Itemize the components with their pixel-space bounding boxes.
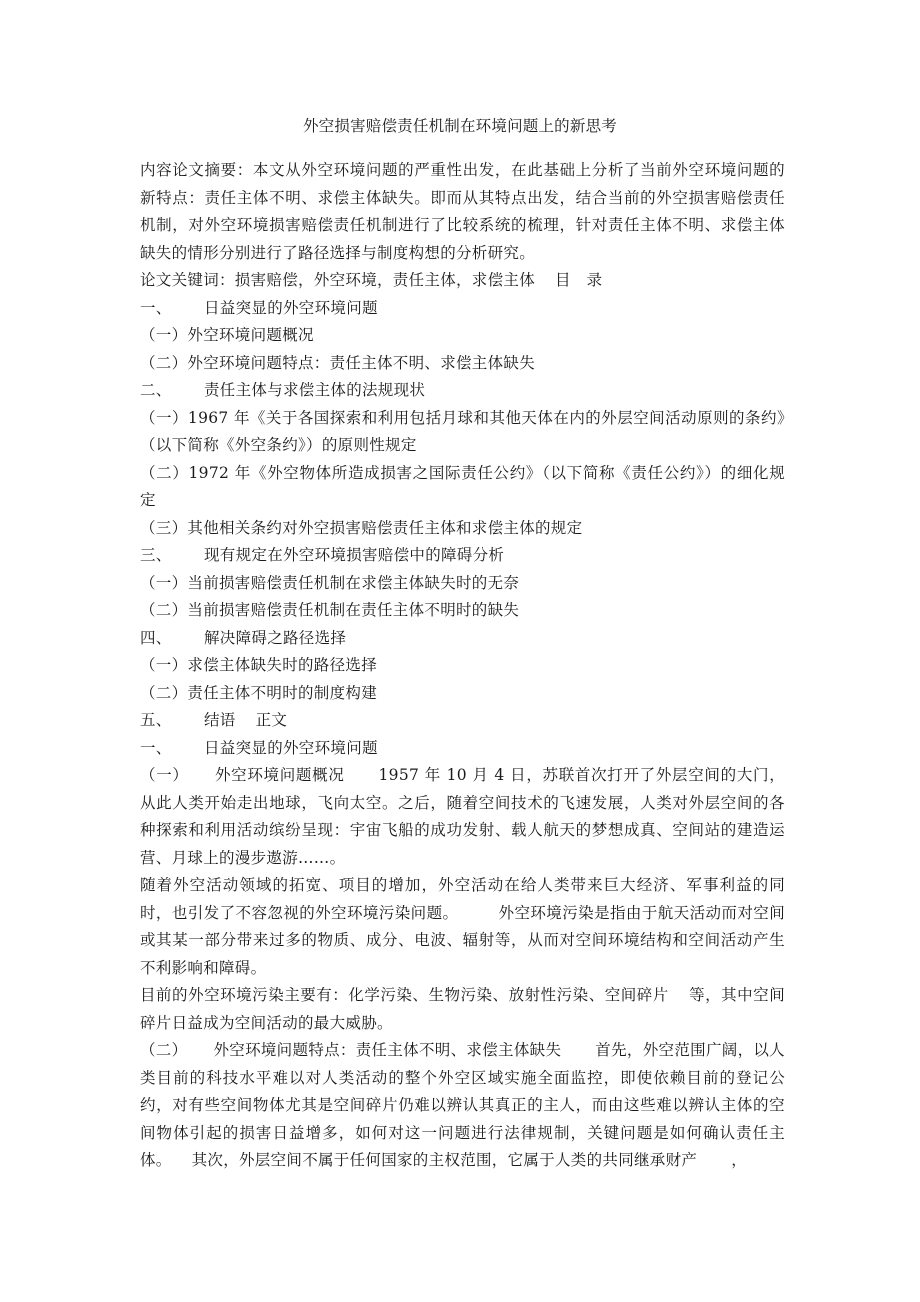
toc-number: 二、: [140, 381, 172, 399]
toc-number: 四、: [140, 628, 172, 647]
toc-label: 目 录: [555, 271, 603, 289]
toc-number: 五、: [140, 711, 172, 729]
subsection-label: （二）: [140, 1041, 188, 1059]
subsection-text: 首先，外空范围广阔，以人类目前的科技水平难以对人类活动的整个外空区域实施全面监控，即使依赖目前的登记公约，对有些空间物体尤其是空间碎片仍难以辨认其真正的主人，而由这些难以辨认主体的空间物体引起的损害日益增多，如何对这一问题进行法律规制，关键问题是如何确认责任主体。: [140, 1041, 785, 1169]
toc-section-3: [140, 542, 785, 570]
body-label: 正文: [255, 711, 288, 729]
toc-item: （一）外空环境问题概况: [140, 326, 314, 344]
toc-item: （二）外空环境问题特点：责任主体不明、求偿主体缺失: [140, 353, 536, 372]
toc-title: 结语: [204, 711, 236, 729]
toc-title: 现有规定在外空环境损害赔偿中的障碍分析: [204, 546, 505, 564]
pollution-paragraph: [140, 872, 785, 982]
toc-item: （一）求偿主体缺失时的路径选择: [140, 656, 378, 674]
toc-title: 解决障碍之路径选择: [204, 628, 347, 647]
subsection-label: （一）: [140, 766, 189, 784]
paragraph-text: 目前的外空环境污染主要有：化学污染、生物污染、放射性污染、空间碎片: [140, 986, 669, 1004]
toc-section-2: [140, 377, 785, 405]
toc-title: 责任主体与求偿主体的法规现状: [204, 381, 426, 399]
toc-section-1: [140, 295, 785, 323]
toc-section-5: [140, 707, 785, 735]
toc-section-4: [140, 625, 785, 653]
toc-number: 一、: [140, 298, 172, 317]
toc-item: （一）当前损害赔偿责任机制在求偿主体缺失时的无奈: [140, 573, 520, 592]
document-body: [140, 157, 785, 1175]
subsection-text: 1957 年 10 月 4 日，苏联首次打开了外层空间的大门，从此人类开始走出地球，飞向太空。之后，随着空间技术的飞速发展，人类对外层空间的各种探索和利用活动缤纷呈现：宇宙飞船的成功发射、载人航天的梦想成真、空间站的建造运营、月球上的漫步遨游……。: [140, 766, 785, 867]
subsection-1-paragraph: [140, 762, 785, 872]
subsection-2-paragraph: [140, 1037, 785, 1175]
section-title: 日益突显的外空环境问题: [204, 738, 378, 757]
trailing-mark: ，: [731, 1151, 748, 1169]
pollution-types-paragraph: [140, 982, 785, 1037]
toc-title: 日益突显的外空环境问题: [204, 298, 378, 317]
section-heading-1: [140, 735, 785, 763]
toc-item: （二）1972 年《外空物体所造成损害之国际责任公约》（以下简称《责任公约》）的细化规定: [140, 463, 785, 509]
toc-number: 三、: [140, 546, 172, 564]
abstract-paragraph: 内容论文摘要：本文从外空环境问题的严重性出发，在此基础上分析了当前外空环境问题的新特点：责任主体不明、求偿主体缺失。即而从其特点出发，结合当前的外空损害赔偿责任机制，对外空环境损害赔偿责任机制进行了比较系统的梳理，针对责任主体不明、求偿主体缺失的情形分别进行了路径选择与制度构想的分析研究。: [140, 161, 785, 262]
keywords-line: [140, 267, 785, 295]
subsection-title: 外空环境问题特点：责任主体不明、求偿主体缺失: [213, 1041, 562, 1059]
paragraph-text: 随着外空活动领域的拓宽、项目的增加，外空活动在给人类带来巨大经济、军事利益的同时，也引发了不容忽视的外空环境污染问题。: [140, 876, 785, 922]
paragraph-text: 等，其中空间碎片日益成为空间活动的最大威胁。: [140, 986, 785, 1032]
document-title: 外空损害赔偿责任机制在环境问题上的新思考: [302, 117, 617, 135]
toc-item: （二）责任主体不明时的制度构建: [140, 683, 378, 702]
toc-item: （一）1967 年《关于各国探索和利用包括月球和其他天体在内的外层空间活动原则的条约》（以下简称《外空条约》）的原则性规定: [140, 408, 785, 454]
keywords-text: 论文关键词：损害赔偿，外空环境，责任主体，求偿主体: [140, 271, 536, 289]
subsection-title: 外空环境问题概况: [214, 766, 345, 784]
section-number: 一、: [140, 738, 172, 757]
toc-item: （三）其他相关条约对外空损害赔偿责任主体和求偿主体的规定: [140, 518, 583, 537]
toc-item: （二）当前损害赔偿责任机制在责任主体不明时的缺失: [140, 601, 520, 619]
subsection-text: 其次，外层空间不属于任何国家的主权范围，它属于人类的共同继承财产: [191, 1151, 698, 1169]
paragraph-text: 外空环境污染是指由于航天活动而对空间或其某一部分带来过多的物质、成分、电波、辐射等，从而对空间环境结构和空间活动产生不利影响和障碍。: [140, 903, 785, 977]
